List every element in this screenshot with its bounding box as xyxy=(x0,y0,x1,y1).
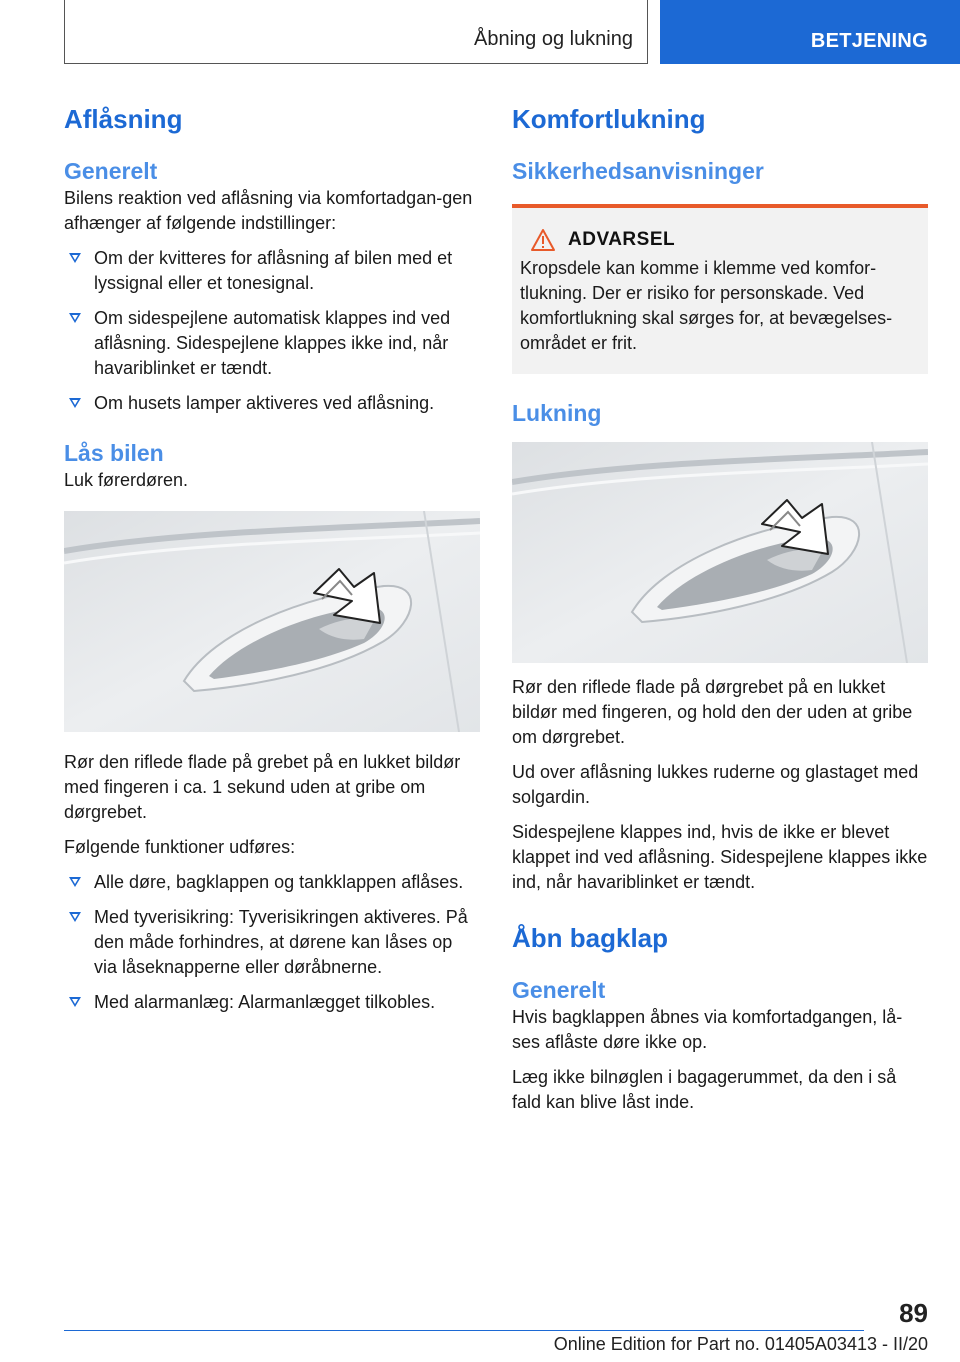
header-tab-label: BETJENING xyxy=(810,30,928,52)
list-item: Alle døre, bagklappen og tankklappen aflåses. xyxy=(64,870,480,895)
left-column xyxy=(64,100,480,1015)
header-section-box xyxy=(64,0,648,64)
heading-aflaasning: Aflåsning xyxy=(64,104,183,134)
bullet-triangle-icon xyxy=(69,253,81,263)
list-item: Med alarmanlæg: Alarmanlægget tilkobles. xyxy=(64,990,480,1015)
list-item: Med tyverisikring: Tyverisikringen aktiveres. På den måde forhindres, at dørene kan låses op via låseknapperne eller døråbnerne. xyxy=(64,905,480,980)
lukning-text-3: Sidespejlene klappes ind, hvis de ikke er blevet klappet ind ved aflåsning. Sidespejlene klappes ikke ind, når havariblinket er tændt. xyxy=(512,822,928,892)
footer-edition: Online Edition for Part no. 01405A03413 - II/20 xyxy=(553,1334,928,1354)
list-item: Om husets lamper aktiveres ved aflåsning. xyxy=(64,391,480,416)
door-handle-illustration xyxy=(64,511,480,732)
warning-header xyxy=(520,228,920,252)
heading-sikkerhedsanvisninger: Sikkerhedsanvisninger xyxy=(512,158,764,184)
bagklap-text-1: Hvis bagklappen åbnes via komfortadgangen, lå-ses aflåste døre ikke op. xyxy=(512,1007,903,1052)
laas-text-1: Luk førerdøren. xyxy=(64,470,189,490)
warning-box xyxy=(512,204,928,374)
bullet-triangle-icon xyxy=(69,398,81,408)
list-item: Om der kvitteres for aflåsning af bilen med et lyssignal eller et tonesignal. xyxy=(64,246,480,296)
laas-text-3: Følgende funktioner udføres: xyxy=(64,837,296,857)
right-column xyxy=(512,100,928,1115)
list-item: Om sidespejlene automatisk klappes ind ved aflåsning. Sidespejlene klappes ikke ind, når havariblinket er tændt. xyxy=(64,306,480,381)
bullet-triangle-icon xyxy=(69,997,81,1007)
heading-generelt: Generelt xyxy=(64,158,158,184)
laas-list xyxy=(64,870,480,1015)
page-number: 89 xyxy=(899,1298,928,1328)
header-section-title: Åbning og lukning xyxy=(473,28,633,50)
heading-generelt-bagklap: Generelt xyxy=(512,977,606,1003)
warning-text: Kropsdele kan komme i klemme ved komfor-tlukning. Der er risiko for personskade. Ved komfortlukning skal sørges for, at bevægelses-området er frit. xyxy=(520,258,893,353)
heading-laas-bilen: Lås bilen xyxy=(64,440,164,466)
generelt-intro: Bilens reaktion ved aflåsning via komfortadgan-gen afhænger af følgende indstillinger: xyxy=(64,188,473,233)
footer-divider xyxy=(64,1330,864,1331)
warning-triangle-icon xyxy=(530,228,556,252)
bullet-triangle-icon xyxy=(69,877,81,887)
bagklap-text-2: Læg ikke bilnøglen i bagagerummet, da den i så fald kan blive låst inde. xyxy=(512,1067,897,1112)
heading-lukning: Lukning xyxy=(512,400,602,426)
laas-text-2: Rør den riflede flade på grebet på en lukket bildør med fingeren i ca. 1 sekund uden at gribe om dørgrebet. xyxy=(64,752,461,822)
bullet-triangle-icon xyxy=(69,912,81,922)
door-handle-illustration xyxy=(512,442,928,663)
heading-aabn-bagklap: Åbn bagklap xyxy=(512,923,669,953)
lukning-text-2: Ud over aflåsning lukkes ruderne og glastaget med solgardin. xyxy=(512,762,919,807)
lukning-text-1: Rør den riflede flade på dørgrebet på en lukket bildør med fingeren, og hold den der uden at gribe om dørgrebet. xyxy=(512,677,913,747)
heading-komfortlukning: Komfortlukning xyxy=(512,104,706,134)
header-tab[interactable] xyxy=(660,0,960,64)
generelt-list xyxy=(64,246,480,416)
bullet-triangle-icon xyxy=(69,313,81,323)
warning-title: ADVARSEL xyxy=(568,229,676,250)
